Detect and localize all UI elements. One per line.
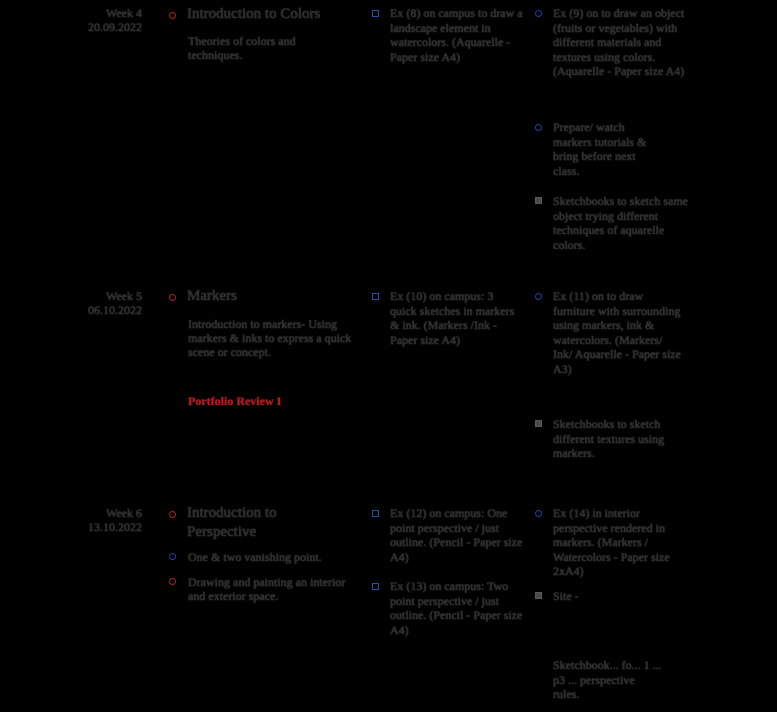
- bullet-circle-icon: [535, 10, 542, 17]
- week-number: Week 4: [105, 6, 142, 20]
- bullet-circle-icon: [169, 578, 176, 585]
- homework-item: Ex (14) in interior perspective rendered in markers. (Markers / Watercolors - Paper size 2xA4): [553, 506, 670, 578]
- bullet-square-icon: [535, 592, 542, 599]
- bullet-square-icon: [535, 420, 542, 427]
- week-number: Week 5: [105, 289, 142, 303]
- bullet-circle-icon: [535, 510, 542, 517]
- inclass-item: Ex (12) on campus: One point perspective / just outline. (Pencil - Paper size A4): [390, 506, 523, 564]
- week-date: 06.10.2022: [88, 303, 142, 317]
- bullet-circle-icon: [169, 12, 176, 19]
- bullet-circle-icon: [169, 553, 176, 560]
- bullet-square-icon: [535, 197, 542, 204]
- homework-item: Sketchbook... fo... 1 ... p3 ... perspective rules.: [553, 658, 662, 701]
- topic-title: Introduction to Colors: [187, 6, 321, 22]
- inclass-item: Ex (8) on campus to draw a landscape element in watercolors. (Aquarelle - Paper size A4): [390, 6, 523, 64]
- inclass-item: Ex (13) on campus: Two point perspective / just outline. (Pencil - Paper size A4): [390, 579, 523, 637]
- topic-title: Introduction to Perspective: [187, 505, 277, 540]
- bullet-circle-icon: [535, 293, 542, 300]
- portfolio-review-label: Portfolio Review I: [188, 394, 282, 408]
- homework-item: Sketchbooks to sketch same object trying different techniques of aquarelle colors.: [553, 194, 688, 252]
- week-4-label: [62, 6, 142, 34]
- homework-item: Sketchbooks to sketch different textures using markers.: [553, 417, 665, 460]
- topic-description: Drawing and painting an interior and exterior space.: [188, 575, 346, 603]
- bullet-square-icon: [372, 583, 379, 590]
- topic-description: One & two vanishing point.: [188, 550, 322, 564]
- week-number: Week 6: [105, 506, 142, 520]
- homework-item: Site -: [553, 589, 579, 603]
- homework-item: Ex (9) on to draw an object (fruits or vegetables) with different materials and textures using colors. (Aquarelle - Paper size A4): [553, 6, 685, 78]
- homework-item: Prepare/ watch markers tutorials & bring before next class.: [553, 120, 647, 178]
- bullet-square-icon: [372, 293, 379, 300]
- week-6-label: [62, 506, 142, 534]
- bullet-square-icon: [372, 10, 379, 17]
- bullet-square-icon: [372, 510, 379, 517]
- week-5-label: [62, 289, 142, 317]
- bullet-circle-icon: [169, 294, 176, 301]
- bullet-circle-icon: [169, 511, 176, 518]
- inclass-item: Ex (10) on campus: 3 quick sketches in markers & ink. (Markers /Ink - Paper size A4): [390, 289, 515, 347]
- topic-description: Introduction to markers- Using markers & inks to express a quick scene or concept.: [188, 317, 352, 359]
- topic-title: Markers: [187, 288, 237, 304]
- homework-item: Ex (11) on to draw furniture with surrounding using markers, ink & watercolors. (Markers/ Ink/ Aquarelle - Paper size A3): [553, 289, 681, 376]
- week-date: 13.10.2022: [88, 520, 142, 534]
- topic-description: Theories of colors and techniques.: [188, 34, 296, 62]
- bullet-circle-icon: [535, 124, 542, 131]
- week-date: 20.09.2022: [88, 20, 142, 34]
